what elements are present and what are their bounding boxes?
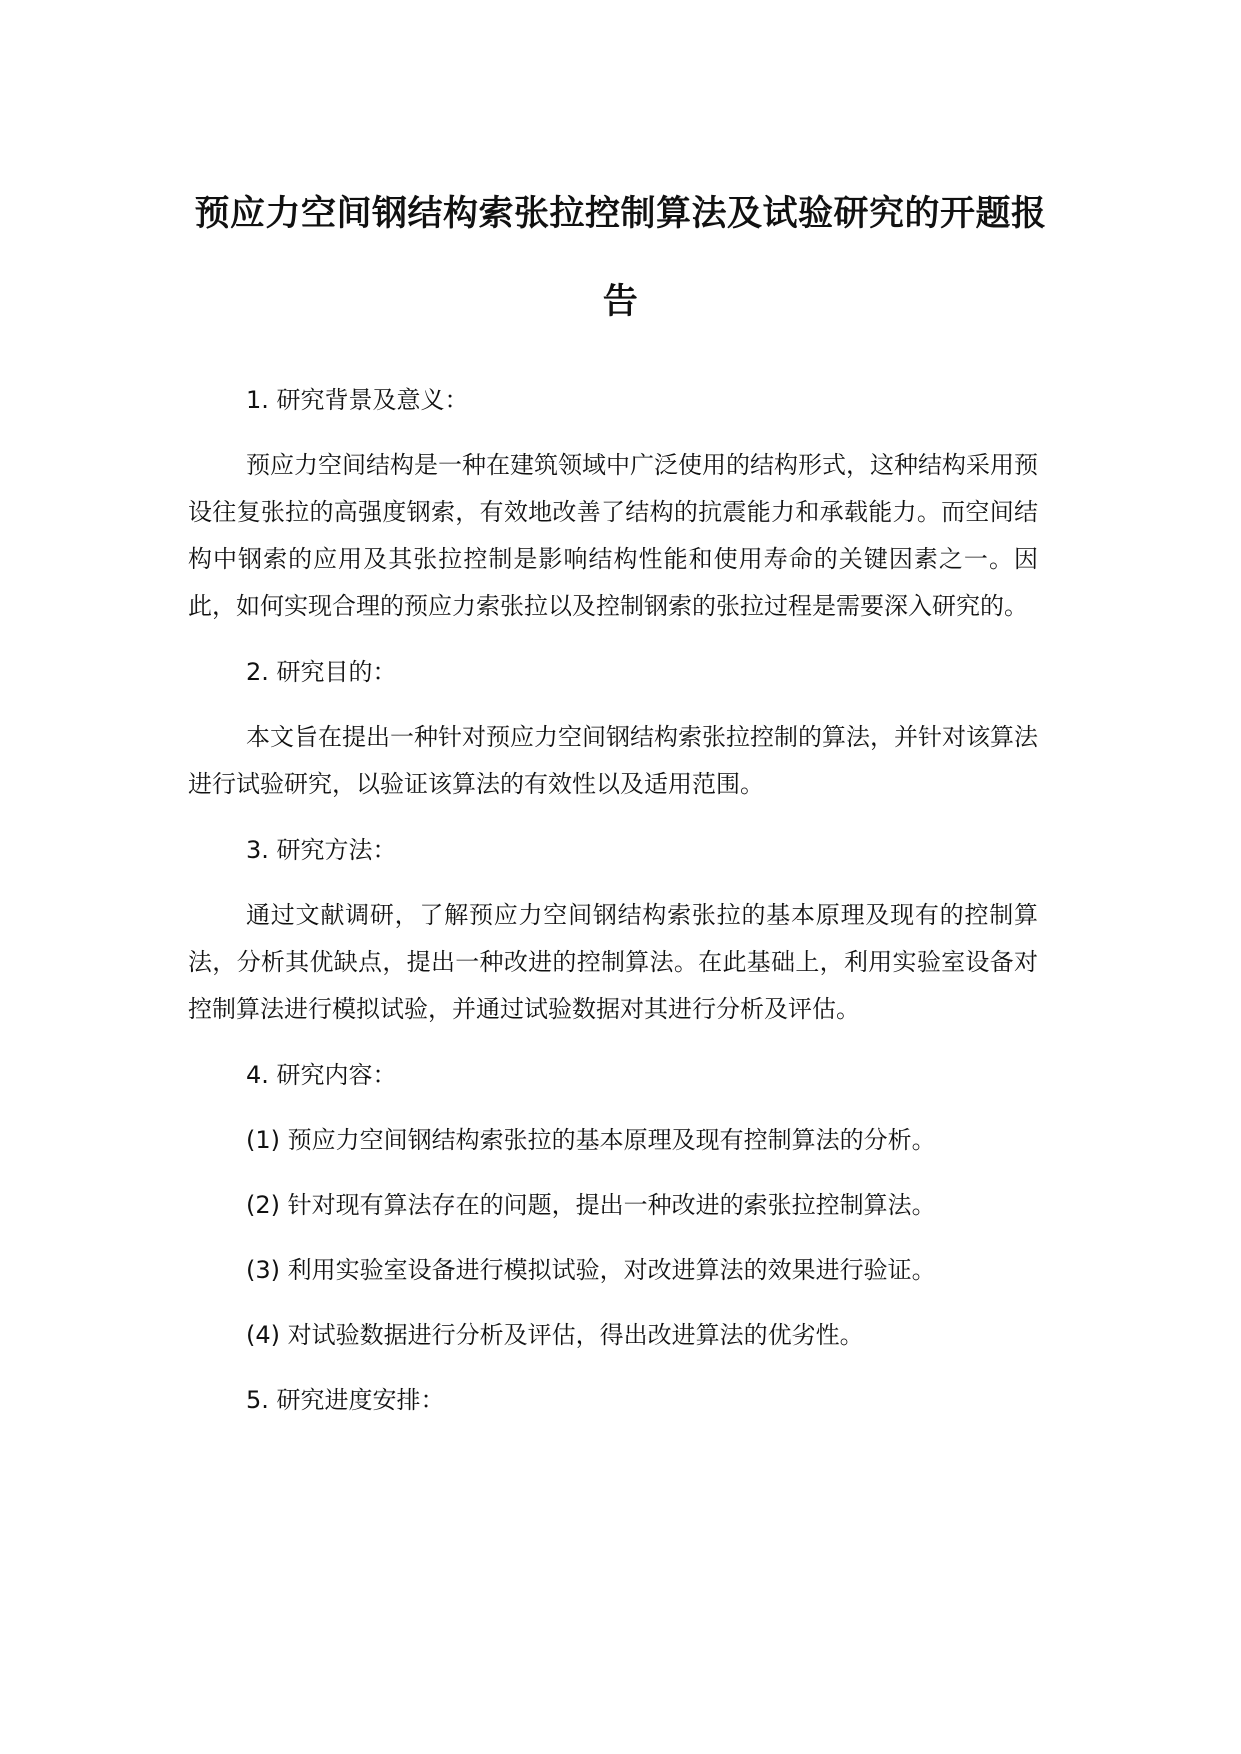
section-paragraph-method: 通过文献调研，了解预应力空间钢结构索张拉的基本原理及现有的控制算法，分析其优缺点，提出一种改进的控制算法。在此基础上，利用实验室设备对控制算法进行模拟试验，并通过试验数据对其进行分析及评估。 (188, 901, 1038, 1023)
document-title: 预应力空间钢结构索张拉控制算法及试验研究的开题报告 (194, 194, 1047, 322)
content-list-item: (3) 利用实验室设备进行模拟试验，对改进算法的效果进行验证。 (246, 1256, 936, 1284)
section-heading-method: 3. 研究方法： (246, 836, 397, 864)
section-paragraph-purpose: 本文旨在提出一种针对预应力空间钢结构索张拉控制的算法，并针对该算法进行试验研究，以验证该算法的有效性以及适用范围。 (188, 723, 1038, 798)
content-list-item: (4) 对试验数据进行分析及评估，得出改进算法的优劣性。 (246, 1321, 864, 1349)
content-list-item: (2) 针对现有算法存在的问题，提出一种改进的索张拉控制算法。 (246, 1191, 936, 1219)
section-heading-background: 1. 研究背景及意义： (246, 386, 469, 414)
document-body (188, 377, 1038, 1442)
section-heading-schedule: 5. 研究进度安排： (246, 1386, 445, 1414)
section-heading-content: 4. 研究内容： (246, 1061, 397, 1089)
content-list-item: (1) 预应力空间钢结构索张拉的基本原理及现有控制算法的分析。 (246, 1126, 936, 1154)
section-heading-purpose: 2. 研究目的： (246, 658, 397, 686)
section-paragraph-background: 预应力空间结构是一种在建筑领域中广泛使用的结构形式，这种结构采用预设往复张拉的高强度钢索，有效地改善了结构的抗震能力和承载能力。而空间结构中钢索的应用及其张拉控制是影响结构性能和使用寿命的关键因素之一。因此，如何实现合理的预应力索张拉以及控制钢索的张拉过程是需要深入研究的。 (188, 451, 1038, 620)
